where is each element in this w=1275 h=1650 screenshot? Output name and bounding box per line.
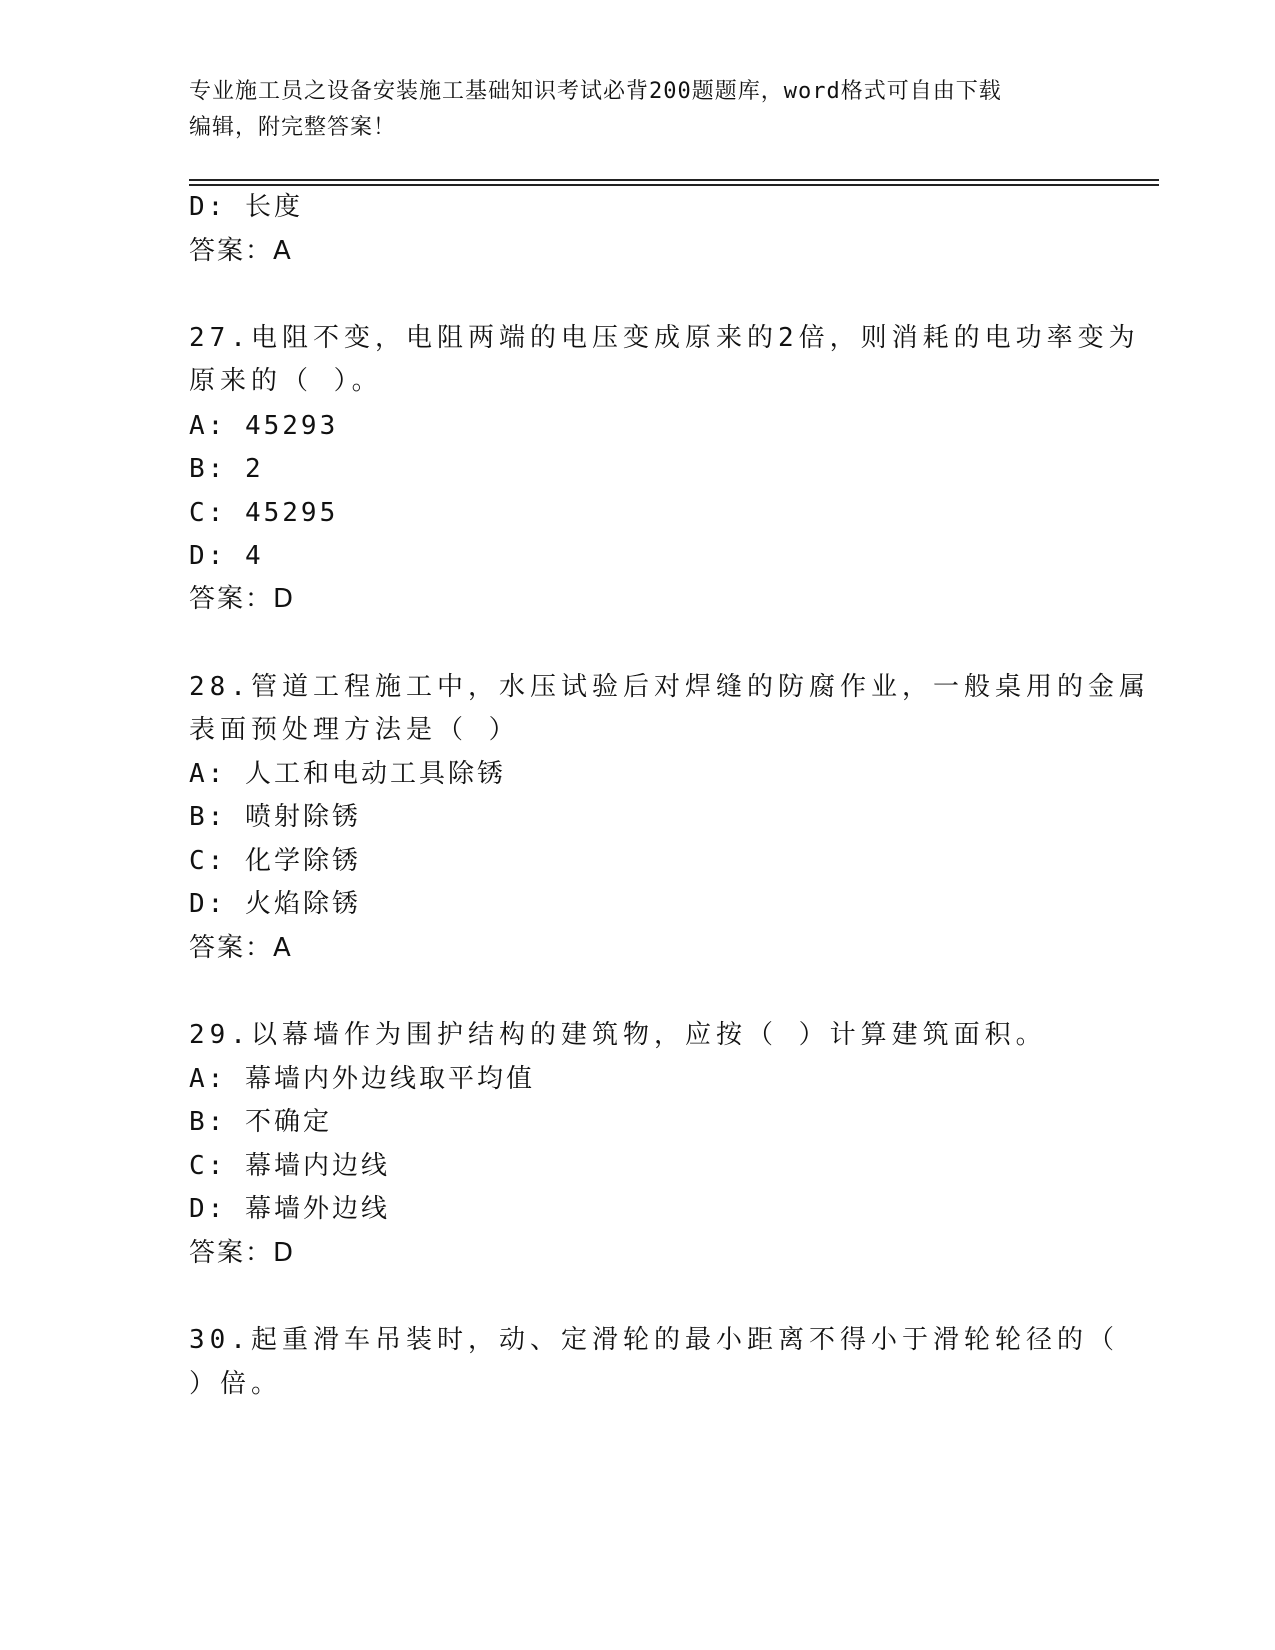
question-stem-line-1: 29.以幕墙作为围护结构的建筑物，应按（ ）计算建筑面积。 <box>189 1020 1047 1050</box>
header-divider-top <box>189 179 1159 181</box>
answer: 答案：D <box>189 584 296 614</box>
question-stem-line-1: 30.起重滑车吊装时，动、定滑轮的最小距离不得小于滑轮轮径的（ <box>189 1325 1119 1355</box>
option-d: D: 幕墙外边线 <box>189 1194 390 1224</box>
option-a: A: 45293 <box>189 411 339 441</box>
option-c: C: 化学除锈 <box>189 846 361 876</box>
option-c: C: 45295 <box>189 498 339 528</box>
option-b: B: 不确定 <box>189 1107 332 1137</box>
prev-answer: 答案：A <box>189 236 293 266</box>
option-b: B: 2 <box>189 454 264 484</box>
question-stem-line-2: 原来的（ ）。 <box>189 366 383 396</box>
question-stem-line-2: ）倍。 <box>189 1369 283 1399</box>
question-stem-line-1: 28.管道工程施工中，水压试验后对焊缝的防腐作业，一般桌用的金属 <box>189 672 1150 702</box>
answer: 答案：D <box>189 1238 296 1268</box>
question-stem-line-1: 27.电阻不变，电阻两端的电压变成原来的2倍，则消耗的电功率变为 <box>189 323 1140 353</box>
header-line-2: 编辑，附完整答案！ <box>189 115 397 140</box>
option-a: A: 人工和电动工具除锈 <box>189 759 506 789</box>
option-d: D: 4 <box>189 541 264 571</box>
prev-option-d: D: 长度 <box>189 192 303 222</box>
answer: 答案：A <box>189 933 293 963</box>
option-d: D: 火焰除锈 <box>189 889 361 919</box>
document-header <box>189 74 1089 146</box>
option-b: B: 喷射除锈 <box>189 802 361 832</box>
header-divider-bottom <box>189 184 1159 186</box>
question-stem-line-2: 表面预处理方法是（ ） <box>189 715 520 745</box>
option-a: A: 幕墙内外边线取平均值 <box>189 1064 535 1094</box>
option-c: C: 幕墙内边线 <box>189 1151 390 1181</box>
header-line-1: 专业施工员之设备安装施工基础知识考试必背200题题库，word格式可自由下载 <box>189 79 1002 104</box>
